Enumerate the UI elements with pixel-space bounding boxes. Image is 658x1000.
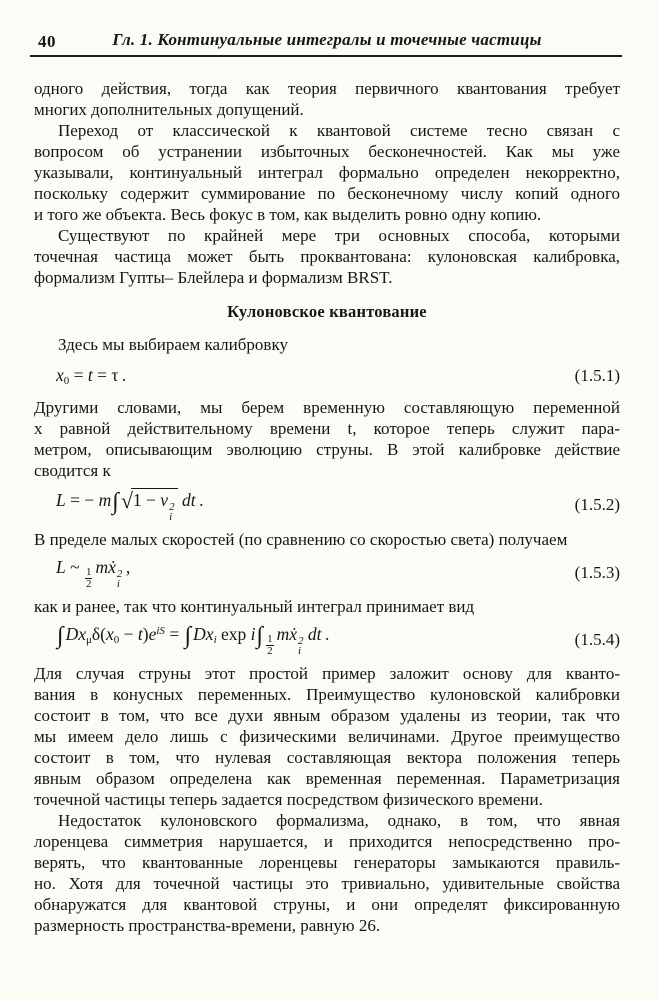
text-line: Другими словами, мы берем временную составляющую переменной: [34, 398, 620, 417]
math-i: x: [205, 624, 214, 644]
math-i: i: [250, 624, 256, 644]
math-i: ẋ: [289, 624, 298, 644]
math-i: e: [148, 624, 157, 644]
math-sub: 0: [63, 375, 70, 387]
math-radsign: √: [120, 488, 133, 513]
section-heading-coulomb: Кулоновское квантование: [227, 302, 427, 321]
math-i: m: [95, 557, 109, 577]
equation-number: (1.5.3): [574, 563, 620, 582]
math-big: ∫: [57, 623, 64, 649]
text-line: явным образом определена как временная переменная. Параметризация: [34, 769, 620, 788]
math-subi: i: [213, 634, 217, 646]
math-i: L: [56, 557, 66, 577]
math-rad: [131, 488, 178, 522]
math-big: ∫: [256, 623, 264, 649]
text-line: указывали, континуальный интеграл формально определен некорректно,: [34, 163, 620, 182]
text-line: многих дополнительных допущений.: [34, 100, 304, 119]
math-i: dt: [181, 490, 196, 510]
text-line: метром, описывающим эволюцию струны. В этой калибровке действие: [34, 440, 620, 459]
equation-1-5-1: [56, 362, 620, 390]
text-line: обнаружатся для квантовой струны, и они определят фиксированную: [34, 895, 620, 914]
text-line: x равной действительному времени t, которое теперь служит пара-: [34, 419, 620, 438]
paragraph-three-ways: [34, 225, 620, 288]
equation-body: [56, 488, 203, 522]
math-r: ,: [122, 557, 131, 577]
superscript: 2: [169, 501, 175, 513]
math-sub: 0: [113, 634, 120, 646]
subscript: i: [169, 511, 173, 523]
equation-body: [56, 365, 126, 387]
math-big: ∫: [184, 623, 192, 649]
math-r: .: [321, 624, 330, 644]
paragraph-gauge-choice: [34, 334, 620, 355]
math-r: =: [69, 365, 88, 385]
fraction-denominator: 2: [267, 645, 273, 657]
math-r: −: [119, 624, 138, 644]
equation-1-5-2: [56, 488, 620, 522]
equation-1-5-3: [56, 557, 620, 589]
math-r: exp: [216, 624, 251, 644]
paragraph-small-velocities: [34, 529, 620, 550]
math-big: ∫: [112, 489, 119, 515]
math-r: 1 −: [132, 490, 161, 510]
math-i: D: [193, 624, 206, 644]
running-header: [34, 30, 620, 52]
text-line: Существуют по крайней мере три основных способа, которыми: [58, 226, 620, 245]
text-line: лоренцева симметрия нарушается, и приходится непосредственно про-: [34, 832, 620, 851]
paragraph-drawback: [34, 810, 620, 936]
math-i: x: [78, 624, 86, 644]
text-line: и того же объекта. Весь фокус в том, как выделить ровно одну копию.: [34, 205, 542, 224]
fraction-denominator: 2: [85, 578, 92, 590]
text-line: Для случая струны этот простой пример заложит основу для кванто-: [34, 664, 620, 683]
text-line: сводится к: [34, 461, 111, 480]
text-line: но. Хотя для точечной частицы это тривиально, удивительные свойства: [34, 874, 620, 893]
chapter-title: Гл. 1. Континуальные интегралы и точечные частицы: [112, 30, 542, 49]
math-i: dt: [307, 624, 322, 644]
paragraph-in-other-words: [34, 397, 620, 481]
math-i: D: [65, 624, 79, 644]
math-i: x: [105, 624, 114, 644]
text-line: размерность пространства-времени, равную 26.: [34, 916, 381, 935]
equation-body: [56, 557, 130, 589]
paragraph-as-before: [34, 596, 620, 617]
math-i: m: [98, 490, 112, 510]
text-line: точечной частицы теперь задается посредством физического времени.: [34, 790, 543, 809]
math-i: ẋ: [108, 557, 116, 577]
text-line: Недостаток кулоновского формализма, однако, в том, что явная: [58, 811, 620, 830]
math-r: .: [195, 490, 204, 510]
text-line: как и ранее, так что континуальный интеграл принимает вид: [34, 597, 475, 616]
math-r: =: [164, 624, 184, 644]
text-line: мы имеем дело лишь с физическими величинами. Другое преимущество: [34, 727, 620, 746]
fraction-numerator: 1: [267, 633, 273, 645]
text-line: Переход от классической к квантовой системе тесно связан с: [58, 121, 620, 140]
text-line: точечная частица может быть проквантована: кулоновская калибровка,: [34, 247, 620, 266]
math-r: δ(: [91, 624, 106, 644]
text-line: В пределе малых скоростей (по сравнению со скоростью света) получаем: [34, 530, 568, 549]
superscript: 2: [116, 568, 123, 580]
subscript: i: [116, 578, 120, 590]
fraction-numerator: 1: [85, 566, 92, 578]
text-line: вопросом об устранении избыточных бесконечностей. Как мы уже: [34, 142, 620, 161]
text-line: верять, что квантованные лоренцевы генераторы замыкаются правиль-: [34, 853, 620, 872]
math-r: ): [142, 624, 149, 644]
equation-number: (1.5.4): [574, 630, 620, 649]
math-i: v: [160, 490, 169, 510]
text-line: состоит в том, что все духи явным образом удалены из теории, так что: [34, 706, 620, 725]
math-ss: [169, 502, 175, 522]
header-rule: [30, 55, 622, 57]
paragraph-continuation: [34, 78, 620, 120]
equation-1-5-4: [56, 624, 620, 656]
math-i: m: [276, 624, 290, 644]
math-i: x: [56, 365, 64, 385]
math-supi: iS: [156, 625, 165, 637]
equation-number: (1.5.1): [574, 366, 620, 385]
math-i: t: [137, 624, 143, 644]
math-sub: μ: [86, 634, 92, 646]
math-r: = τ .: [92, 365, 127, 385]
text-line: состоит в том, что нулевая составляющая вектора положения теперь: [34, 748, 620, 767]
page-number: 40: [38, 32, 56, 51]
paragraph-transition: [34, 120, 620, 225]
subscript: i: [298, 645, 302, 657]
math-r: = −: [65, 490, 99, 510]
equation-number: (1.5.2): [574, 495, 620, 514]
paragraph-advantages: [34, 663, 620, 810]
text-line: вания в конусных переменных. Преимущество кулоновской калибровки: [34, 685, 620, 704]
superscript: 2: [298, 635, 304, 647]
math-i: L: [56, 490, 66, 510]
text-line: Здесь мы выбираем калибровку: [58, 335, 288, 354]
text-line: формализм Гупты– Блейлера и формализм BRST.: [34, 268, 393, 287]
equation-body: [56, 624, 329, 656]
math-i: t: [87, 365, 93, 385]
math-ss: [298, 636, 304, 656]
math-frac: [266, 634, 274, 656]
text-line: одного действия, тогда как теория первичного квантования требует: [34, 79, 620, 98]
math-frac: [85, 567, 93, 589]
text-line: поскольку содержит суммирование по бесконечному числу копий одного: [34, 184, 620, 203]
math-r: ~: [65, 557, 84, 577]
